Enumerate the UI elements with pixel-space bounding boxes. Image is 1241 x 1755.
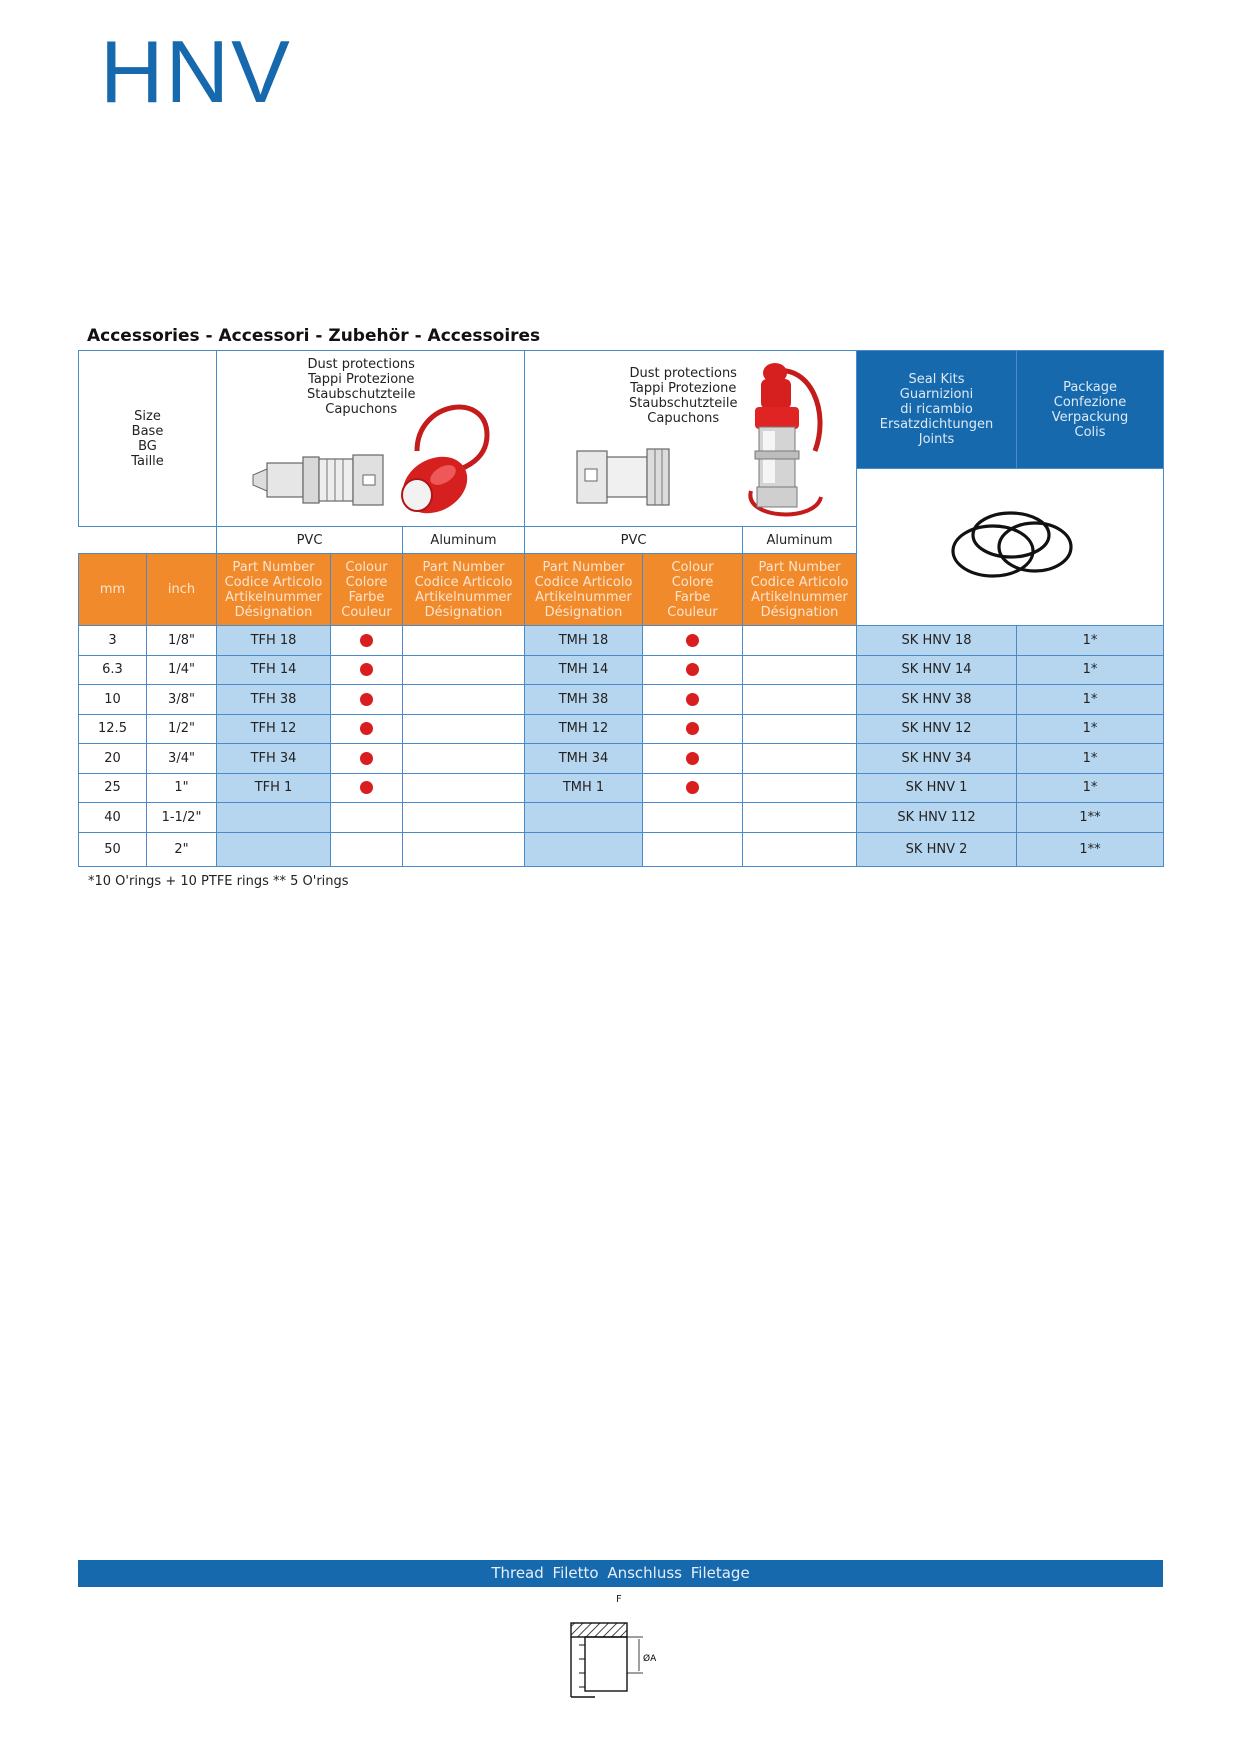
tfh-colour-cell: [331, 685, 403, 715]
red-colour-dot: [686, 663, 699, 676]
table-row: [79, 832, 1164, 866]
tmh-product-cell: [525, 351, 857, 527]
inch-header: inch: [147, 554, 217, 626]
package-cell: 1**: [1017, 832, 1164, 866]
tmh-colour-cell: [643, 832, 743, 866]
tmh-aluminum-cell: [743, 832, 857, 866]
tmh-colour-cell: [643, 626, 743, 656]
package-cell: 1*: [1017, 685, 1164, 715]
tfh-pvc-label: PVC: [217, 527, 403, 554]
tfh-product-cell: [217, 351, 525, 527]
tfh-part-cell: TFH 12: [217, 714, 331, 744]
tfh-part-number-header: Part Number Codice Articolo Artikelnummer Désignation: [217, 554, 331, 626]
tmh-colour-cell: [643, 803, 743, 833]
tmh-part-cell: TMH 14: [525, 655, 643, 685]
inch-cell: 2": [147, 832, 217, 866]
tmh-aluminum-cell: [743, 803, 857, 833]
mm-cell: 50: [79, 832, 147, 866]
package-cell: 1*: [1017, 714, 1164, 744]
mm-cell: 6.3: [79, 655, 147, 685]
package-cell: 1*: [1017, 773, 1164, 803]
tmh-aluminum-cell: [743, 685, 857, 715]
tfh-aluminum-cell: [403, 803, 525, 833]
tmh-part-cell: TMH 38: [525, 685, 643, 715]
tfh-colour-cell: [331, 714, 403, 744]
seal-kit-cell: SK HNV 2: [857, 832, 1017, 866]
tfh-part-cell: TFH 14: [217, 655, 331, 685]
red-colour-dot: [686, 752, 699, 765]
table-row: [79, 655, 1164, 685]
thread-f-label: F: [616, 1594, 622, 1605]
seal-kits-header: Seal Kits Guarnizioni di ricambio Ersatzdichtungen Joints: [857, 351, 1017, 469]
tfh-colour-cell: [331, 773, 403, 803]
red-colour-dot: [360, 693, 373, 706]
red-colour-dot: [686, 781, 699, 794]
mm-cell: 10: [79, 685, 147, 715]
red-colour-dot: [360, 663, 373, 676]
red-colour-dot: [360, 781, 373, 794]
tmh-colour-cell: [643, 773, 743, 803]
tfh-colour-cell: [331, 832, 403, 866]
tmh-aluminum-cell: [743, 773, 857, 803]
tfh-aluminum-part-header: Part Number Codice Articolo Artikelnummer Désignation: [403, 554, 525, 626]
tmh-colour-cell: [643, 744, 743, 774]
tfh-aluminum-cell: [403, 832, 525, 866]
tmh-part-cell: TMH 34: [525, 744, 643, 774]
inch-cell: 1": [147, 773, 217, 803]
thread-drawing: [565, 1615, 675, 1705]
red-colour-dot: [360, 634, 373, 647]
package-cell: 1*: [1017, 655, 1164, 685]
tfh-colour-cell: [331, 655, 403, 685]
package-cell: 1*: [1017, 626, 1164, 656]
package-cell: 1*: [1017, 744, 1164, 774]
mm-cell: 20: [79, 744, 147, 774]
red-colour-dot: [686, 722, 699, 735]
seal-kit-cell: SK HNV 14: [857, 655, 1017, 685]
tmh-part-cell: [525, 832, 643, 866]
tmh-pvc-label: PVC: [525, 527, 743, 554]
tfh-colour-header: Colour Colore Farbe Couleur: [331, 554, 403, 626]
seal-kit-cell: SK HNV 12: [857, 714, 1017, 744]
tmh-colour-cell: [643, 685, 743, 715]
tfh-aluminum-cell: [403, 626, 525, 656]
tfh-aluminum-cell: [403, 744, 525, 774]
table-row: [79, 685, 1164, 715]
tfh-part-cell: [217, 832, 331, 866]
seal-kit-cell: SK HNV 38: [857, 685, 1017, 715]
seal-kit-cell: SK HNV 112: [857, 803, 1017, 833]
tfh-colour-cell: [331, 744, 403, 774]
table-row: [79, 714, 1164, 744]
mm-cell: 3: [79, 626, 147, 656]
table-row: [79, 803, 1164, 833]
seal-kit-cell: SK HNV 18: [857, 626, 1017, 656]
tfh-colour-cell: [331, 803, 403, 833]
section-title: Accessories - Accessori - Zubehör - Accessoires: [87, 326, 541, 346]
mm-header: mm: [79, 554, 147, 626]
page-title: HNV: [100, 22, 292, 121]
tmh-part-cell: TMH 1: [525, 773, 643, 803]
tmh-aluminum-cell: [743, 655, 857, 685]
inch-cell: 3/4": [147, 744, 217, 774]
dust-protection-label: Dust protections Tappi Protezione Staubschutzteile Capuchons: [307, 357, 416, 417]
package-cell: 1**: [1017, 803, 1164, 833]
dust-protection-label-2: Dust protections Tappi Protezione Staubschutzteile Capuchons: [629, 366, 738, 426]
table-row: [79, 744, 1164, 774]
tfh-part-cell: TFH 1: [217, 773, 331, 803]
tmh-colour-cell: [643, 655, 743, 685]
size-header: Size Base BG Taille: [79, 351, 217, 527]
tmh-part-cell: TMH 12: [525, 714, 643, 744]
tfh-aluminum-cell: [403, 714, 525, 744]
male-coupling-cap-image: [525, 351, 855, 527]
tfh-aluminum-cell: [403, 685, 525, 715]
mm-cell: 12.5: [79, 714, 147, 744]
tmh-aluminum-cell: [743, 714, 857, 744]
inch-cell: 1/8": [147, 626, 217, 656]
red-colour-dot: [686, 634, 699, 647]
tfh-aluminum-cell: [403, 655, 525, 685]
tmh-part-cell: TMH 18: [525, 626, 643, 656]
accessories-table: [78, 350, 1164, 867]
tfh-colour-cell: [331, 626, 403, 656]
tfh-part-cell: TFH 38: [217, 685, 331, 715]
tmh-colour-header: Colour Colore Farbe Couleur: [643, 554, 743, 626]
tmh-part-number-header: Part Number Codice Articolo Artikelnummer Désignation: [525, 554, 643, 626]
mm-cell: 40: [79, 803, 147, 833]
footnote: *10 O'rings + 10 PTFE rings ** 5 O'rings: [88, 874, 349, 889]
tfh-aluminum-cell: [403, 773, 525, 803]
table-row: [79, 626, 1164, 656]
tmh-aluminum-label: Aluminum: [743, 527, 857, 554]
mm-cell: 25: [79, 773, 147, 803]
table-row: [79, 773, 1164, 803]
tfh-part-cell: [217, 803, 331, 833]
female-coupling-cap-image: [217, 351, 517, 527]
red-colour-dot: [360, 752, 373, 765]
tfh-part-cell: TFH 34: [217, 744, 331, 774]
tmh-aluminum-part-header: Part Number Codice Articolo Artikelnummer Désignation: [743, 554, 857, 626]
inch-cell: 1/2": [147, 714, 217, 744]
o-rings-image: [945, 505, 1075, 585]
thread-bar: Thread Filetto Anschluss Filetage: [78, 1560, 1163, 1587]
inch-cell: 3/8": [147, 685, 217, 715]
tmh-part-cell: [525, 803, 643, 833]
tmh-aluminum-cell: [743, 744, 857, 774]
seal-kit-cell: SK HNV 34: [857, 744, 1017, 774]
inch-cell: 1/4": [147, 655, 217, 685]
inch-cell: 1-1/2": [147, 803, 217, 833]
tmh-aluminum-cell: [743, 626, 857, 656]
red-colour-dot: [360, 722, 373, 735]
o-ring-image-cell: [857, 469, 1164, 626]
thread-diameter-label: ØA: [643, 1654, 657, 1664]
tfh-aluminum-label: Aluminum: [403, 527, 525, 554]
tfh-part-cell: TFH 18: [217, 626, 331, 656]
red-colour-dot: [686, 693, 699, 706]
tmh-colour-cell: [643, 714, 743, 744]
seal-kit-cell: SK HNV 1: [857, 773, 1017, 803]
package-header: Package Confezione Verpackung Colis: [1017, 351, 1164, 469]
